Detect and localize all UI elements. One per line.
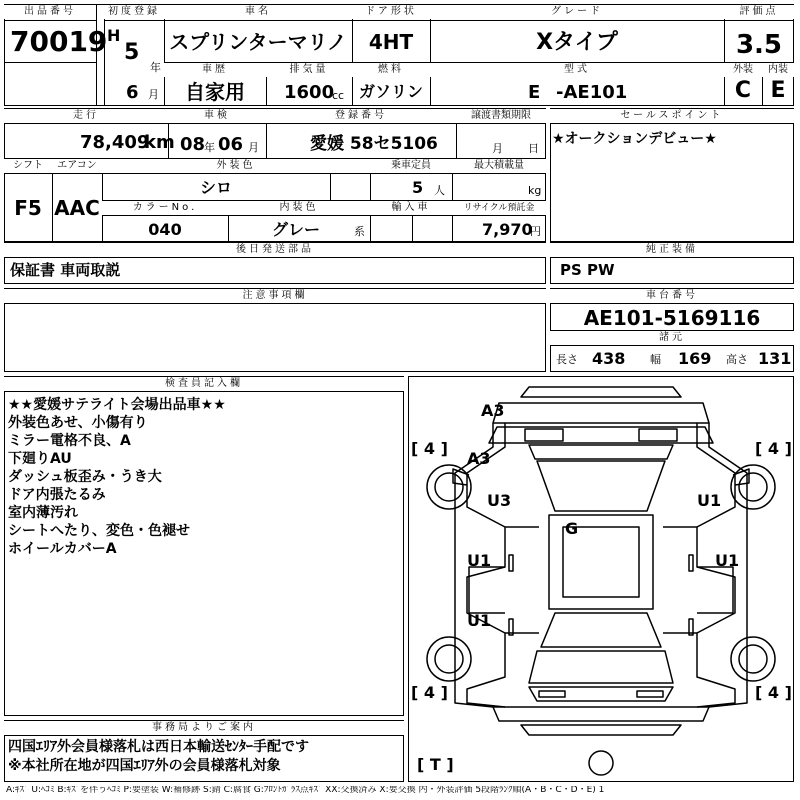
tire-right-front: [ 4 ] <box>755 439 792 458</box>
width: 169 <box>678 349 712 368</box>
inspector-note-line: ミラー電格不良、A <box>8 433 131 449</box>
grade: Xタイプ <box>536 30 618 55</box>
length-label: 長さ <box>556 353 578 366</box>
transfer-month-unit: 月 <box>492 142 503 155</box>
recycle-label: リサイクル預託金 <box>452 201 546 215</box>
score-label: 評価点 <box>724 5 794 19</box>
tire-left-front: [ 4 ] <box>411 439 448 458</box>
capacity: 5 <box>412 178 424 197</box>
history: 自家用 <box>185 80 245 104</box>
office-line1: 四国ｴﾘｱ外会員様落札は西日本輸送ｾﾝﾀｰ手配です <box>8 739 309 755</box>
mark-left-quarter: U1 <box>467 611 492 630</box>
lot-no: 70019 <box>10 25 108 58</box>
trunk-mark: [ T ] <box>417 755 454 774</box>
sales-point-text: ★オークションデビュー★ <box>552 131 717 147</box>
mark-left-rear-door: U1 <box>467 551 492 570</box>
transfer-label: 譲渡書類期限 <box>456 109 546 123</box>
lot-no-label: 出品番号 <box>4 5 96 19</box>
first-reg-month: 6 <box>126 82 139 103</box>
later-parts-label: 後日発送部品 <box>4 243 546 257</box>
model: -AE101 <box>556 82 628 103</box>
mark-right-rear-door: U1 <box>715 551 740 570</box>
car-name-label: 車名 <box>164 5 352 19</box>
model-prefix: E <box>528 82 541 103</box>
chassis-number: AE101-5169116 <box>583 306 761 330</box>
displacement-label: 排気量 <box>266 63 352 77</box>
shift: F5 <box>14 196 42 220</box>
inspector-note-line: ホイールカバーA <box>8 541 117 557</box>
mark-windshield: G <box>565 519 579 538</box>
plate: 愛媛 58セ5106 <box>310 134 438 154</box>
color-no: 040 <box>148 220 182 239</box>
fuel-label: 燃料 <box>352 63 430 77</box>
displacement-unit: cc <box>332 89 345 102</box>
history-label: 車歴 <box>164 63 266 77</box>
inspector-note-line: 下廻りAU <box>8 451 72 467</box>
mark-front-fender-left: A3 <box>467 449 491 468</box>
tire-right-rear: [ 4 ] <box>755 683 792 702</box>
recycle: 7,970 <box>482 220 533 239</box>
insp-year: 08 <box>180 134 206 155</box>
load-label: 最大積載量 <box>452 159 546 173</box>
import-label: 輸入車 <box>370 201 452 215</box>
color-label: 外装色 <box>102 159 370 173</box>
plate-label: 登録番号 <box>266 109 456 123</box>
mileage-label: 走行 <box>4 109 168 123</box>
score: 3.5 <box>735 30 783 60</box>
ext-label: 外装 <box>724 63 762 77</box>
ac: AAC <box>54 196 100 220</box>
height-label: 高さ <box>726 353 748 366</box>
month-unit: 月 <box>148 88 159 101</box>
sales-point-label: セールスポイント <box>550 109 794 123</box>
interior-color: グレー <box>272 220 321 239</box>
later-parts-text: 保証書 車両取説 <box>10 261 121 279</box>
chassis-label: 車台番号 <box>550 289 794 303</box>
inspector-label: 検査員記入欄 <box>4 377 404 391</box>
mileage: 78,409 <box>80 132 150 153</box>
office-line2: ※本社所在地が四国ｴﾘｱ外の会員様落札対象 <box>8 758 281 774</box>
length: 438 <box>592 349 626 368</box>
notes-label: 注意事項欄 <box>4 289 546 303</box>
grade-label: グレード <box>430 5 724 19</box>
insp-month: 06 <box>218 134 244 155</box>
int-grade: E <box>770 78 786 103</box>
int-label: 内装 <box>762 63 794 77</box>
door: 4HT <box>368 30 414 54</box>
tire-left-rear: [ 4 ] <box>411 683 448 702</box>
recycle-unit: 円 <box>530 225 541 238</box>
fuel: ガソリン <box>358 82 423 101</box>
year-unit: 年 <box>150 61 161 74</box>
door-label: ドア形状 <box>352 5 430 19</box>
insp-year-unit: 年 <box>204 141 215 154</box>
load-unit: kg <box>528 184 542 197</box>
transfer-day-unit: 日 <box>528 142 539 155</box>
office-label: 事務局よりご案内 <box>4 721 404 735</box>
ext-grade: C <box>734 78 752 103</box>
color-no-label: カラーNo. <box>102 201 228 215</box>
color: シロ <box>199 178 232 197</box>
inspector-note-line: 室内薄汚れ <box>8 505 78 521</box>
genuine-equipment-label: 純正装備 <box>550 243 794 257</box>
capacity-unit: 人 <box>434 184 445 197</box>
dims-label: 諸元 <box>550 331 794 345</box>
sales-point-section <box>550 108 794 242</box>
insp-month-unit: 月 <box>248 141 259 154</box>
inspector-note-line: シートへたり、変色・色褪せ <box>8 523 190 539</box>
damage-diagram <box>408 376 794 782</box>
inspector-note-line: ダッシュ板歪み・うき大 <box>8 469 162 485</box>
shift-label: シフト <box>4 159 52 173</box>
first-reg-year: 5 <box>124 40 140 65</box>
ac-label: エアコン <box>52 159 102 173</box>
genuine-equipment-text: PS PW <box>560 261 615 279</box>
car-name: スプリンターマリノ <box>169 30 347 54</box>
inspector-note-line: 外装色あせ、小傷有り <box>8 415 148 431</box>
inspector-note-line: ドア内張たるみ <box>8 487 106 503</box>
interior-color-label: 内装色 <box>228 201 370 215</box>
capacity-label: 乗車定員 <box>370 159 452 173</box>
inspector-note-line: ★★愛媛サテライト会場出品車★★ <box>8 397 226 413</box>
inspection-label: 車検 <box>168 109 266 123</box>
car-diagram <box>409 377 793 781</box>
mark-right-front-door: U1 <box>697 491 722 510</box>
mileage-unit: km <box>144 132 175 153</box>
era: H <box>107 26 121 45</box>
legend: A:ｷｽﾞ U:ﾍｺﾐ B:ｷｽﾞを伴うﾍｺﾐ P:要塗装 W:補修跡 S:錆 C:腐食 G:ﾌﾛﾝﾄｶﾞﾗｽ点ｷｽﾞ XX:交換済み X:要交換 内・外装評価 5段階ﾗﾝｸ順(A・B・C・D・E) 1 <box>6 786 605 795</box>
mark-front-bumper: A3 <box>481 401 505 420</box>
height: 131 <box>758 349 792 368</box>
model-label: 型式 <box>430 63 724 77</box>
width-label: 幅 <box>650 353 661 366</box>
inspector-notes <box>8 396 226 558</box>
mark-left-front-door: U3 <box>487 491 512 510</box>
first-reg-label: 初度登録 <box>104 5 164 19</box>
displacement: 1600 <box>284 82 335 103</box>
interior-color-suffix: 系 <box>354 225 365 238</box>
